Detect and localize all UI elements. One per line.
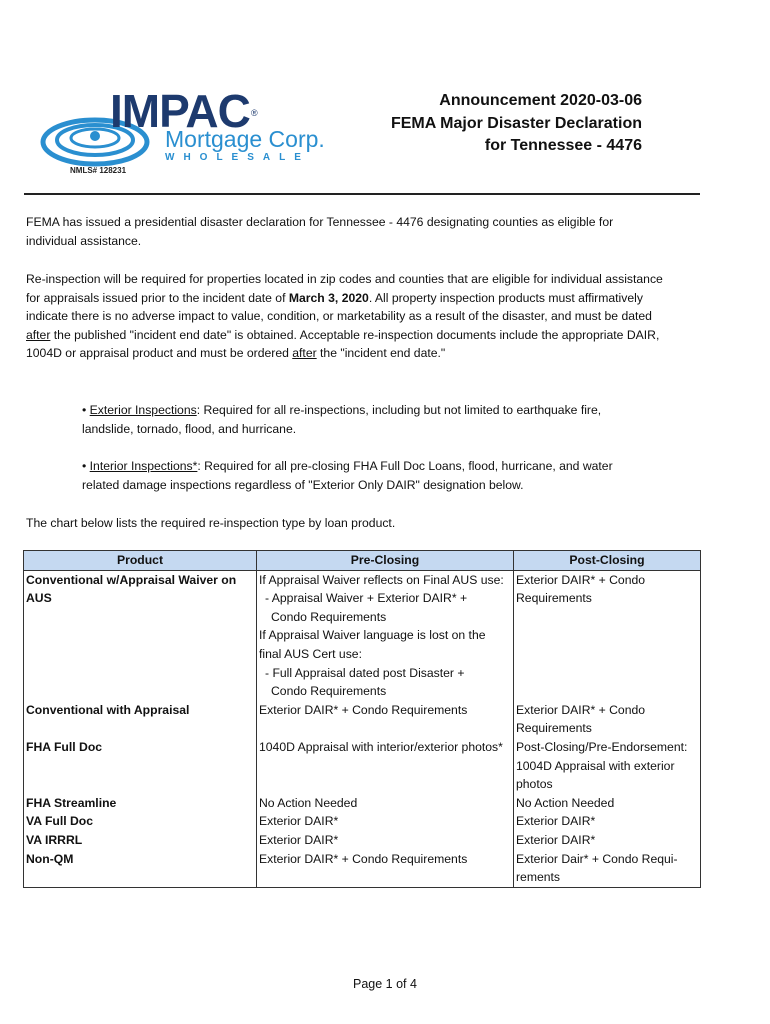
post-closing-cell: Exterior DAIR* [514,831,701,850]
pre-closing-cell: Exterior DAIR* [257,831,514,850]
product-cell: Non-QM [24,850,257,888]
chart-intro: The chart below lists the required re-inspection type by loan product. [26,516,396,530]
logo-division: WHOLESALE [165,152,310,163]
bullet-exterior-inspections [82,401,642,438]
table-row [24,701,701,738]
bullet-mark: • [82,403,87,417]
bullet-interior-inspections [82,457,642,494]
post-closing-cell: Exterior DAIR* [514,812,701,831]
product-cell: FHA Streamline [24,794,257,813]
p2-text-4: the "incident end date." [316,346,446,361]
header-pre-closing: Pre-Closing [257,551,514,571]
after-emphasis-2: after [292,346,317,361]
bullet-mark: • [82,459,87,473]
pre-closing-line: Condo Requirements [271,684,387,699]
post-closing-cell: No Action Needed [514,794,701,813]
pre-closing-line: If Appraisal Waiver language is lost on the final AUS Cert use: [259,628,486,661]
nmls-number: NMLS# 128231 [70,166,127,175]
header-post-closing: Post-Closing [514,551,701,571]
header-product: Product [24,551,257,571]
table-row [24,831,701,850]
product-cell: VA Full Doc [24,812,257,831]
after-emphasis-1: after [26,327,51,342]
pre-closing-line: - Appraisal Waiver + Exterior DAIR* + [265,591,468,606]
table-row [24,812,701,831]
p2-text-3: the published "incident end date" is obtained. Acceptable re-inspection documents include the appropriate DAIR, 1004D or appraisal product and must be ordered [26,327,660,361]
product-cell: FHA Full Doc [24,738,257,794]
table-row [24,794,701,813]
announcement-header [391,90,642,158]
reinspection-paragraph [26,270,666,363]
product-cell: Conventional w/Appraisal Waiver on AUS [24,570,257,701]
post-closing-cell: Exterior Dair* + Condo Requi-rements [514,850,701,888]
header-divider [24,193,700,195]
announcement-subtitle: for Tennessee - 4476 [484,137,642,154]
reinspection-table [23,550,701,888]
logo-subtitle: Mortgage Corp. [165,126,325,152]
impac-logo [40,85,330,180]
bullet-text: : Required for all pre-closing FHA Full Doc Loans, flood, hurricane, and water related damage inspections regardless of "Exterior Only DAIR" designation below. [82,459,613,492]
page-number: Page 1 of 4 [353,977,417,991]
incident-date: March 3, 2020 [288,290,369,305]
pre-closing-line: If Appraisal Waiver reflects on Final AUS use: [259,572,504,587]
table-row [24,850,701,888]
bullet-label: Exterior Inspections [89,403,197,417]
table-row [24,738,701,794]
p2-text-1: Re-inspection will be required for properties located in zip codes and counties that are eligible for individual assistance for appraisals issued prior to the incident date of [26,272,663,305]
pre-closing-cell: Exterior DAIR* + Condo Requirements [257,701,514,738]
pre-closing-line: Condo Requirements [271,609,387,624]
product-cell: VA IRRRL [24,831,257,850]
logo-registered-mark: ® [251,108,258,118]
announcement-number: Announcement 2020-03-06 [439,92,642,109]
product-cell: Conventional with Appraisal [24,701,257,738]
bullet-text: : Required for all re-inspections, including but not limited to earthquake fire, landslide, tornado, flood, and hurricane. [82,403,602,436]
post-closing-cell: Exterior DAIR* + Condo Requirements [514,701,701,738]
table-header-row [24,551,701,571]
pre-closing-line: - Full Appraisal dated post Disaster + [265,665,465,680]
announcement-title: FEMA Major Disaster Declaration [390,114,642,132]
pre-closing-cell: No Action Needed [257,794,514,813]
intro-paragraph: FEMA has issued a presidential disaster declaration for Tennessee - 4476 designating counties as eligible for individual assistance. [26,215,614,248]
p2-text-2: . All property inspection products must affirmatively indicate there is no adverse impact to value, condition, or marketability as a result of the disaster, and must be dated [26,290,652,324]
pre-closing-cell: Exterior DAIR* + Condo Requirements [257,850,514,888]
pre-closing-cell: Exterior DAIR* [257,812,514,831]
post-closing-cell: Post-Closing/Pre-Endorsement: 1004D Appraisal with exterior photos [514,738,701,794]
bullet-label: Interior Inspections* [89,459,198,473]
table-row [24,570,701,701]
post-closing-cell: Exterior DAIR* + Condo Requirements [514,570,701,701]
logo-brand: IMPAC [110,85,250,137]
pre-closing-cell [257,570,514,701]
pre-closing-cell: 1040D Appraisal with interior/exterior photos* [257,738,514,794]
